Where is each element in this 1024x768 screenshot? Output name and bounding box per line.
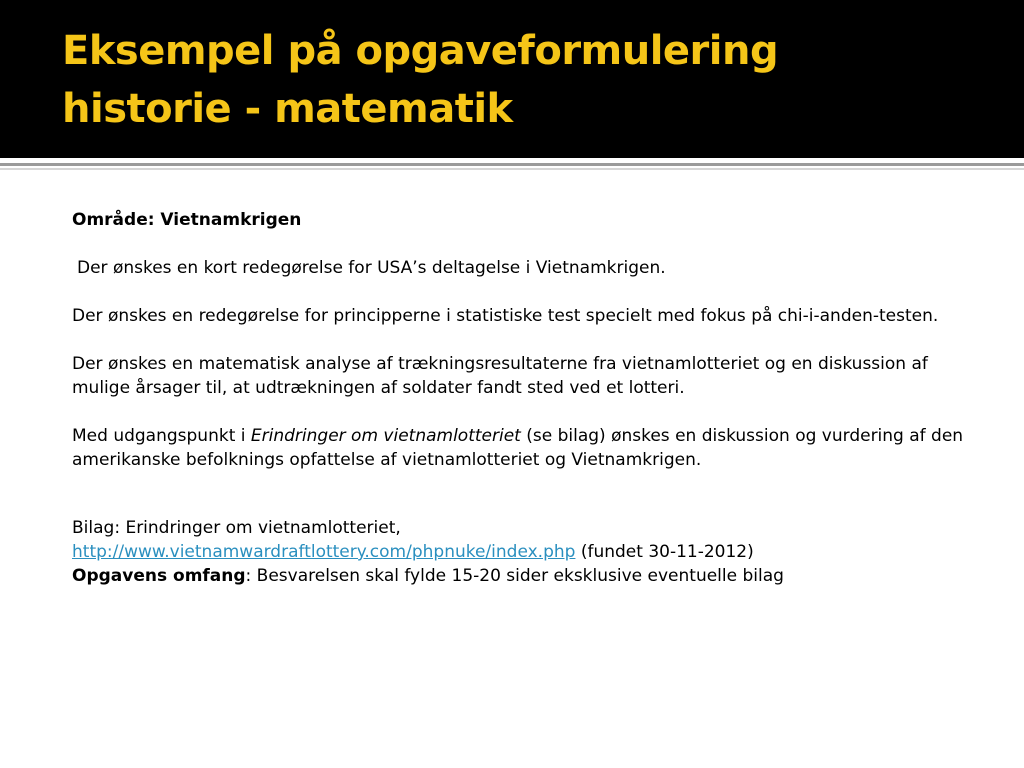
appendix-link[interactable]: http://www.vietnamwardraftlottery.com/phpnuke/index.php xyxy=(72,542,576,562)
slide-title-line-1: Eksempel på opgaveformulering xyxy=(62,28,779,74)
scope-line xyxy=(72,564,972,588)
title-bar xyxy=(0,0,1024,158)
slide-title-line-2: historie - matematik xyxy=(62,86,513,132)
scope-text: : Besvarelsen skal fylde 15-20 sider eksklusive eventuelle bilag xyxy=(245,566,784,586)
slide-body xyxy=(72,208,972,588)
paragraph-memories-end: (se bilag) ønskes en diskussion og vurdering af den amerikanske befolknings opfattelse af vietnamlotteriet og Vietnamkrigen. xyxy=(72,426,964,470)
paragraph-usa-participation: Der ønskes en kort redegørelse for USA’s deltagelse i Vietnamkrigen. xyxy=(77,258,666,278)
divider-line-secondary xyxy=(0,168,1024,170)
divider-line xyxy=(0,163,1024,166)
appendix-source xyxy=(72,540,972,564)
appendix-label: Bilag: Erindringer om vietnamlotteriet, xyxy=(72,518,401,538)
paragraph-memories-start: Med udgangspunkt i xyxy=(72,426,251,446)
paragraph-statistics: Der ønskes en redegørelse for principperne i statistiske test specielt med fokus på chi-i-anden-testen. xyxy=(72,306,939,326)
slide-title xyxy=(62,22,1002,138)
paragraph-lottery-analysis: Der ønskes en matematisk analyse af trækningsresultaterne fra vietnamlotteriet og en diskussion af mulige årsager til, at udtrækningen af soldater fandt sted ved et lotteri. xyxy=(72,354,928,398)
appendix-found-date: (fundet 30-11-2012) xyxy=(575,542,754,562)
paragraph-memories xyxy=(72,424,972,472)
area-heading: Område: Vietnamkrigen xyxy=(72,210,302,230)
scope-label: Opgavens omfang xyxy=(72,566,246,586)
memories-title: Erindringer om vietnamlotteriet xyxy=(250,426,521,446)
